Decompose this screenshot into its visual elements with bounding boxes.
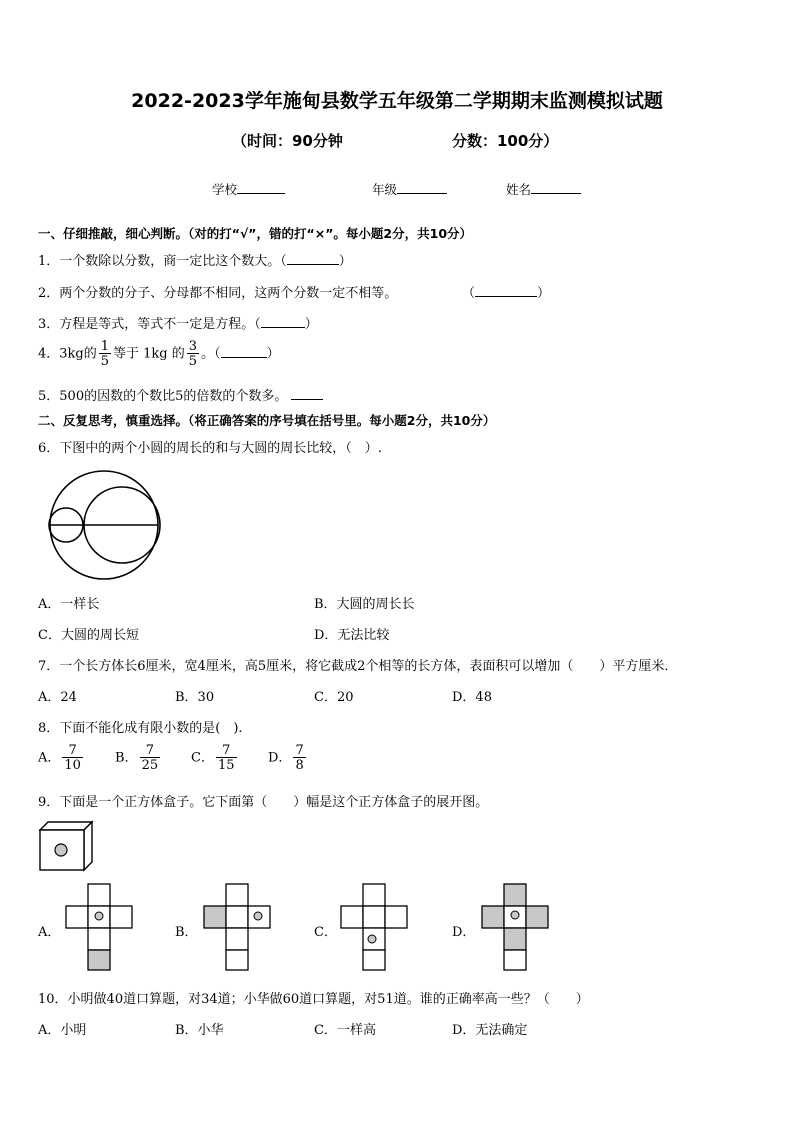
net-b-figure[interactable] (202, 884, 272, 972)
cube-figure (40, 822, 94, 872)
question-3: 3．方程是等式，等式不一定是方程。（ ） (38, 317, 318, 332)
exam-time: （时间：90分钟 (232, 132, 343, 150)
q8-option-d[interactable]: D． $\frac{7}{8}$ (268, 743, 304, 773)
q9-option-a[interactable]: A． (38, 925, 61, 940)
q6-option-c[interactable]: C．大圆的周长短 (38, 628, 139, 643)
q8-option-a[interactable]: A． $\frac{7}{10}$ (38, 743, 81, 773)
q7-option-a[interactable]: A．24 (38, 690, 77, 705)
q7-option-b[interactable]: B．30 (175, 690, 215, 705)
q9-option-d[interactable]: D． (452, 925, 476, 940)
section2-heading: 二、反复思考，慎重选择。（将正确答案的序号填在括号里。每小题2分，共10分） (38, 413, 496, 428)
q10-option-c[interactable]: C．一样高 (314, 1023, 376, 1038)
net-a-figure[interactable] (64, 884, 134, 972)
question-6: 6．下图中的两个小圆的周长的和与大圆的周长比较，（ ）. (38, 441, 382, 456)
q9-option-c[interactable]: C． (314, 925, 337, 940)
question-7: 7．一个长方体长6厘米，宽4厘米，高5厘米，将它截成2个相等的长方体，表面积可以增加（ ）平方厘米． (38, 659, 678, 674)
question-8: 8．下面不能化成有限小数的是( ). (38, 721, 243, 736)
question-9: 9．下面是一个正方体盒子。它下面第（ ）幅是这个正方体盒子的展开图。 (38, 795, 489, 810)
fraction: $\frac{1}{5}$ (100, 339, 110, 369)
q10-option-b[interactable]: B．小华 (175, 1023, 224, 1038)
grade-blank[interactable] (397, 181, 447, 194)
question-2: 2．两个分数的分子、分母都不相同，这两个分数一定不相等。 (38, 286, 398, 301)
fraction: $\frac{3}{5}$ (188, 339, 198, 369)
q6-option-d[interactable]: D．无法比较 (314, 628, 390, 643)
question-1: 1．一个数除以分数，商一定比这个数大。（ ） (38, 254, 352, 269)
section1-heading: 一、仔细推敲，细心判断。（对的打“√”，错的打“×”。每小题2分，共10分） (38, 226, 473, 241)
q10-option-a[interactable]: A．小明 (38, 1023, 87, 1038)
school-label: 学校 (212, 182, 238, 197)
question-4: 4．3kg的 $\frac{1}{5}$ 等于 1kg 的 $\frac{3}{5}$ 。（ ） (38, 339, 280, 369)
q10-option-d[interactable]: D．无法确定 (452, 1023, 528, 1038)
q7-option-c[interactable]: C．20 (314, 690, 354, 705)
grade-label: 年级 (372, 182, 398, 197)
school-field[interactable] (212, 180, 285, 198)
answer-blank[interactable] (287, 252, 339, 265)
net-c-figure[interactable] (339, 884, 409, 972)
question-5: 5．500的因数的个数比5的倍数的个数多。 (38, 385, 323, 404)
q6-option-b[interactable]: B．大圆的周长长 (314, 597, 415, 612)
circles-figure (44, 470, 164, 582)
answer-blank[interactable] (261, 315, 305, 328)
q8-option-c[interactable]: C． $\frac{7}{15}$ (191, 743, 235, 773)
answer-blank[interactable] (291, 387, 323, 400)
question-2-answer: （ ） (462, 286, 551, 301)
q6-option-a[interactable]: A．一样长 (38, 597, 100, 612)
name-field[interactable] (506, 180, 581, 198)
grade-field[interactable] (372, 180, 447, 198)
name-blank[interactable] (531, 181, 581, 194)
question-10: 10．小明做40道口算题，对34道；小华做60道口算题，对51道。谁的正确率高一些？（ ） (38, 992, 589, 1007)
name-label: 姓名 (506, 182, 532, 197)
page-title: 2022-2023学年施甸县数学五年级第二学期期末监测模拟试题 (131, 90, 663, 112)
answer-blank[interactable] (475, 284, 537, 297)
exam-score: 分数：100分） (452, 132, 559, 150)
q9-option-b[interactable]: B． (175, 925, 198, 940)
school-blank[interactable] (237, 181, 285, 194)
net-d-figure[interactable] (480, 884, 550, 972)
q8-option-b[interactable]: B． $\frac{7}{25}$ (115, 743, 159, 773)
answer-blank[interactable] (221, 345, 267, 358)
q7-option-d[interactable]: D．48 (452, 690, 492, 705)
